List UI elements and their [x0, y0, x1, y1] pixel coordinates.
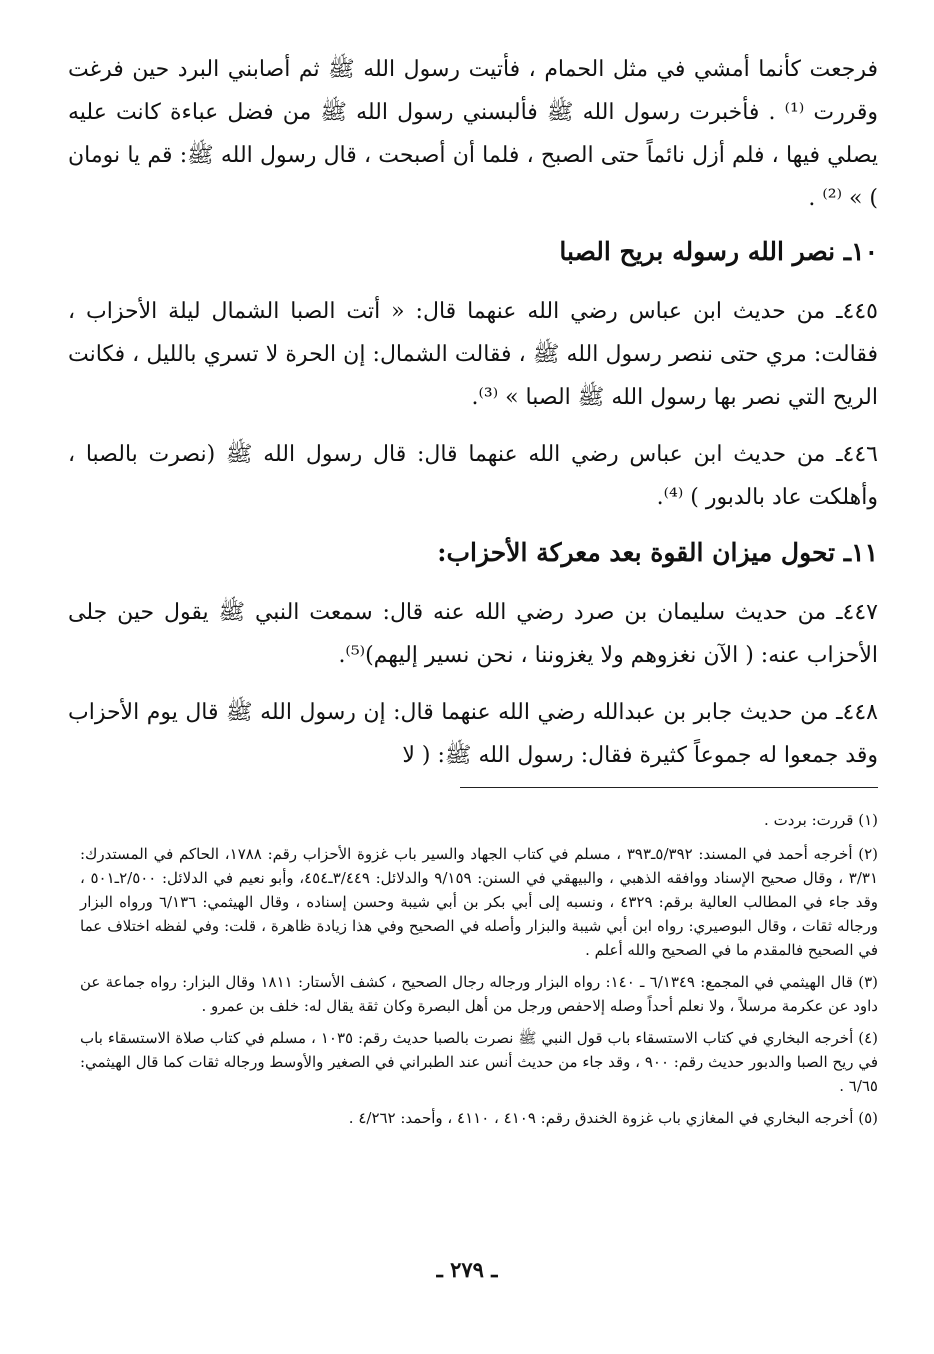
footnote-5: (٥) أخرجه البخاري في المغازي باب غزوة الخندق رقم: ٤١٠٩ ، ٤١١٠ ، وأحمد: ٤/٢٦٢ .	[348, 1109, 878, 1127]
paragraph-446: ٤٤٦ـ من حديث ابن عباس رضي الله عنهما قال: قال رسول الله ﷺ (نصرت بالصبا ، وأهلكت عاد بالدبور ) ⁽⁴⁾.	[68, 442, 878, 510]
page-number: ـ ٢٧٩ ـ	[436, 1257, 498, 1282]
footnote-1: (١) قررت: بردت .	[764, 811, 878, 829]
footnote-2: (٢) أخرجه أحمد في المسند: ٥/٣٩٢ـ٣٩٣ ، مسلم في كتاب الجهاد والسير باب غزوة الأحزاب رقم: ١٧٨٨، الحاكم في المستدرك: ٣/٣١ ، وقال صحيح الإسناد ووافقه الذهبي ، والبيهقي في السنن: ٩/١٥٩ والدلائل: ٣/٤٤٩ـ٤٥٤، وأبو نعيم في الدلائل: ٢/٥٠٠ـ٥٠١ ، وقد جاء في المطالب العالية برقم: ٤٣٢٩ ، ونسبه إلى أبي بكر بن أبي شيبة وحسن إسناده ، وقال الهيثمي: ٦/١٣٦ ورواه البزار ورجاله ثقات ، وقال البوصيري: رواه ابن أبي شيبة والبزار وأصله في الصحيح وفي هذا زيادة ظاهرة ، قلت: وفي لفظه اختلاف عما في الصحيح فالمقدم ما في الصحيح والله أعلم .	[80, 845, 879, 959]
section-heading-10: ١٠ـ نصر الله رسوله بريح الصبا	[559, 237, 878, 266]
main-text	[68, 48, 878, 791]
footnotes	[80, 808, 878, 1138]
paragraph-445: ٤٤٥ـ من حديث ابن عباس رضي الله عنهما قال: « أتت الصبا الشمال ليلة الأحزاب ، فقالت: مري حتى ننصر رسول الله ﷺ ، فقالت الشمال: إن الحرة لا تسري بالليل ، فكانت الريح التي نصر بها رسول الله ﷺ الصبا » ⁽³⁾.	[68, 299, 878, 410]
footnote-3: (٣) قال الهيثمي في المجمع: ٦/١٣٤٩ ـ ١٤٠: رواه البزار ورجاله رجال الصحيح ، كشف الأستار: ١٨١١ وقال البزار: رواه جماعة عن داود عن عكرمة مرسلاً ، ولا نعلم أحداً وصله إلاحفص ورجل من أهل البصرة وكان ثقة يقال له: خلف بن عمرو .	[80, 973, 878, 1015]
section-heading-11: ١١ـ تحول ميزان القوة بعد معركة الأحزاب:	[437, 538, 878, 567]
paragraph-447: ٤٤٧ـ من حديث سليمان بن صرد رضي الله عنه قال: سمعت النبي ﷺ يقول حين جلى الأحزاب عنه: ( الآن نغزوهم ولا يغزوننا ، نحن نسير إليهم)⁽⁵⁾.	[68, 600, 878, 668]
paragraph-448: ٤٤٨ـ من حديث جابر بن عبدالله رضي الله عنهما قال: إن رسول الله ﷺ قال يوم الأحزاب وقد جمعوا له جموعاً كثيرة فقال: رسول الله ﷺ: ( لا	[68, 700, 878, 768]
footnote-divider	[460, 787, 878, 788]
footnote-4: (٤) أخرجه البخاري في كتاب الاستسقاء باب قول النبي ﷺ نصرت بالصبا حديث رقم: ١٠٣٥ ، مسلم في كتاب صلاة الاستسقاء باب في ريح الصبا والدبور حديث رقم: ٩٠٠ ، وقد جاء من حديث أنس عند الطبراني في الصغير والأوسط ورجاله ثقات كما قال الهيثمي: ٦/٦٥ .	[80, 1029, 878, 1095]
paragraph-intro: فرجعت كأنما أمشي في مثل الحمام ، فأتيت رسول الله ﷺ ثم أصابني البرد حين فرغت وقررت ⁽¹⁾ . فأخبرت رسول الله ﷺ فألبسني رسول الله ﷺ من فضل عباءة كانت عليه يصلي فيها ، فلم أزل نائماً حتى الصبح ، فلما أن أصبحت ، قال رسول الله ﷺ: قم يا نومان ) » ⁽²⁾ .	[68, 57, 879, 211]
